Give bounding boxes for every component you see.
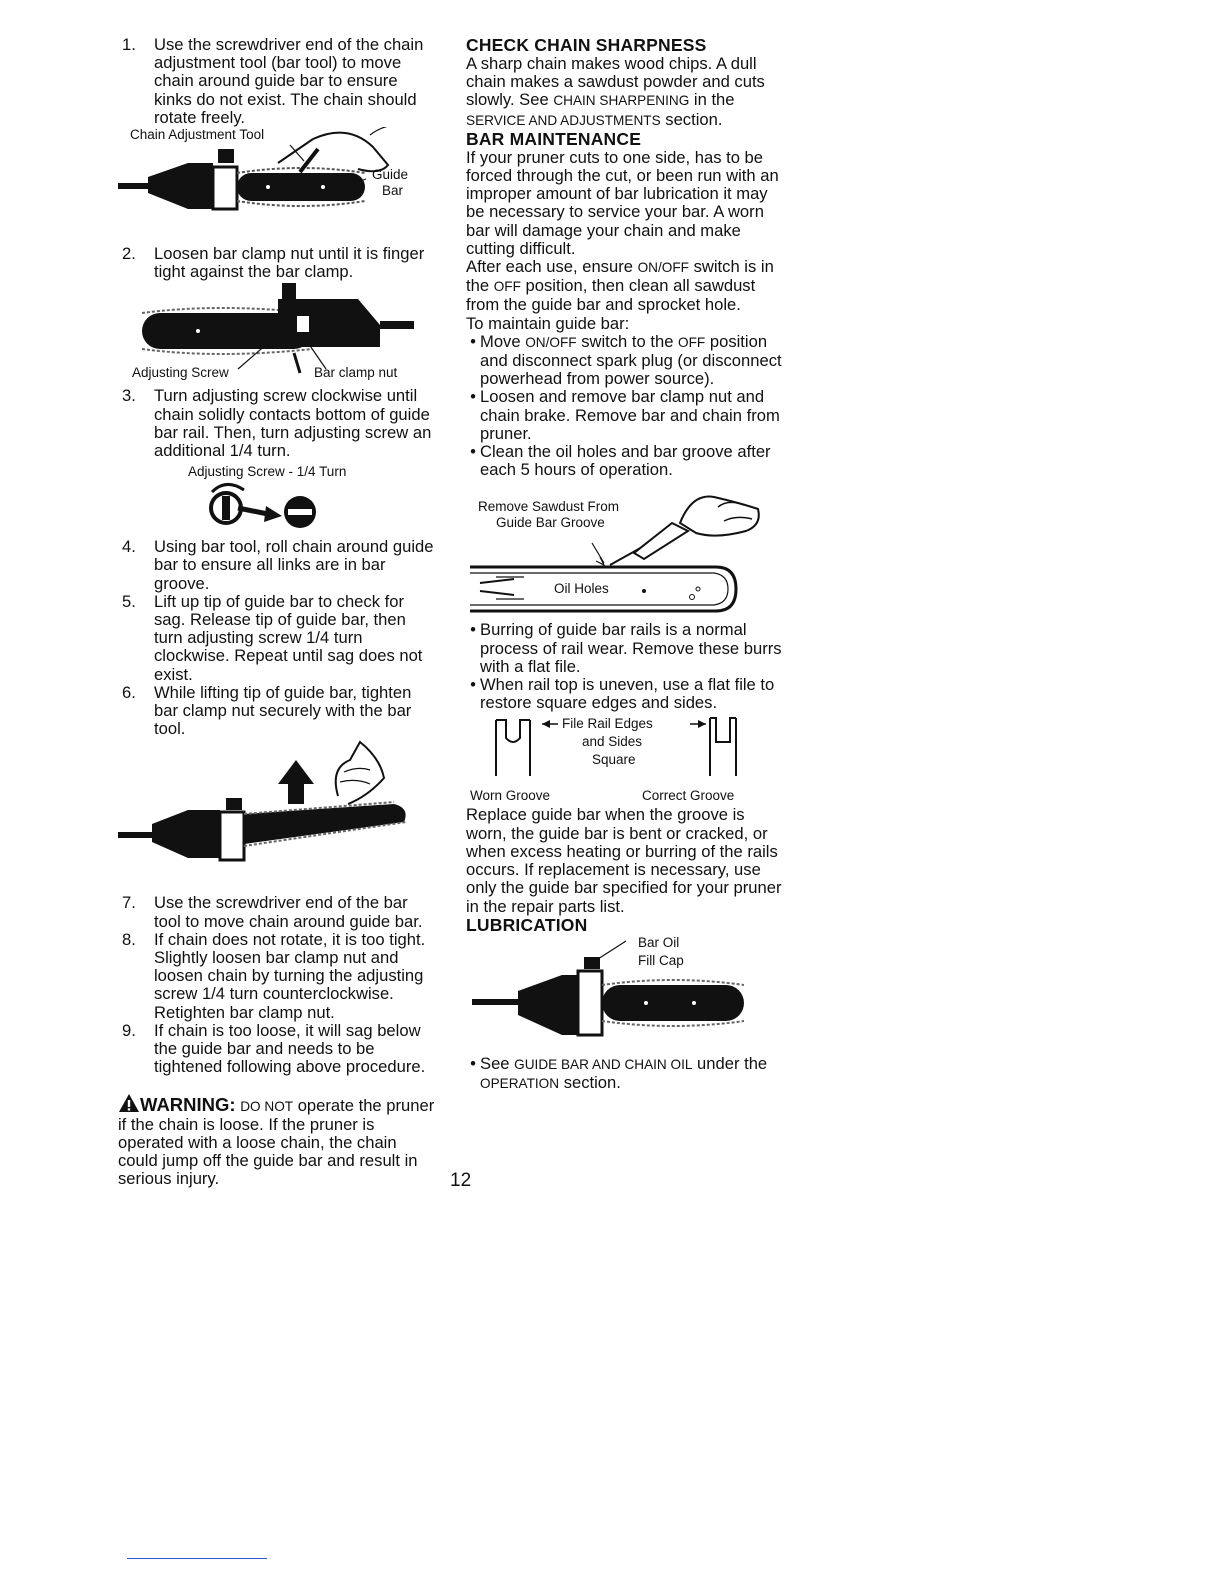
bar-oil-fill-cap-illustration: [466, 935, 786, 1055]
text-span: switch to the: [581, 331, 674, 351]
step-number: 8.: [122, 929, 136, 949]
ref-chain-sharpening: CHAIN SHARPENING: [553, 93, 690, 109]
lift-guide-bar-illustration: [118, 738, 438, 894]
figure-lift-guide-bar: [118, 738, 438, 894]
label-oil-holes: Oil Holes: [554, 581, 609, 597]
label-remove-sawdust-2: Guide Bar Groove: [496, 515, 605, 531]
caption-adjusting-screw-quarter-turn: Adjusting Screw - 1/4 Turn: [188, 464, 347, 480]
step-2: [118, 245, 438, 281]
figure-bar-clamp: [118, 281, 438, 381]
step-number: 1.: [122, 35, 136, 54]
step-text: Lift up tip of guide bar to check for sag. Release tip of guide bar, then turn adjusting screw 1/4 turn clockwise. Repeat until sag does not exist.: [154, 591, 423, 684]
figure-chain-adjustment-tool: [118, 127, 438, 245]
step-1: [118, 36, 438, 127]
heading-bar-maintenance: BAR MAINTENANCE: [466, 128, 642, 149]
warning-do-not: DO NOT: [240, 1098, 294, 1114]
term-on-off: ON/OFF: [525, 334, 577, 350]
bullet-see-guide-bar-oil: [466, 1055, 786, 1093]
text-span: in the: [693, 90, 735, 110]
label-square: Square: [592, 752, 636, 768]
label-fill-cap: Fill Cap: [638, 952, 684, 968]
bullet-dot: •: [470, 442, 476, 462]
step-text: Turn adjusting screw clockwise until chain solidly contacts bottom of guide bar rail. Then, turn adjusting screw an additional 1/4 turn.: [154, 386, 432, 461]
text-span: under the: [697, 1053, 768, 1073]
heading-lubrication: LUBRICATION: [466, 914, 588, 935]
paragraph-bar-service: If your pruner cuts to one side, has to be forced through the cut, or been run with an improper amount of bar lubrication it may be necessary to service your bar. A worn bar will damage your chain and make cutting difficult.: [466, 147, 779, 258]
step-5: [118, 593, 438, 684]
step-number: 6.: [122, 682, 136, 702]
term-off: OFF: [678, 334, 706, 350]
paragraph-after-each-use: [466, 258, 786, 315]
step-text: Loosen bar clamp nut until it is finger tight against the bar clamp.: [154, 244, 425, 282]
step-number: 2.: [122, 244, 136, 264]
bullet-burring: [466, 621, 786, 676]
step-number: 4.: [122, 537, 136, 557]
label-bar: Bar: [382, 183, 404, 199]
bullet-text: [480, 1055, 786, 1093]
text-span: position, then clean all sawdust from the guide bar and sprocket hole.: [466, 276, 756, 315]
step-number: 9.: [122, 1020, 136, 1040]
ref-service-and-adjustments: SERVICE AND ADJUSTMENTS: [466, 112, 661, 128]
warning-text: operate the pruner if the chain is loose. If the pruner is operated with a loose chain, the chain could jump off the guide bar and result in serious injury.: [118, 1095, 435, 1189]
step-6: [118, 684, 438, 739]
label-adjusting-screw: Adjusting Screw: [132, 365, 229, 381]
label-and-sides: and Sides: [582, 734, 643, 750]
label-bar-clamp-nut: Bar clamp nut: [314, 365, 398, 381]
paragraph-to-maintain: To maintain guide bar:: [466, 313, 630, 333]
heading-check-chain-sharpness: CHECK CHAIN SHARPNESS: [466, 35, 707, 55]
text-span: After each use, ensure: [466, 257, 633, 277]
left-column: [118, 36, 438, 1189]
ref-guide-bar-and-chain-oil: GUIDE BAR AND CHAIN OIL: [514, 1056, 693, 1072]
label-worn-groove: Worn Groove: [470, 788, 551, 804]
bullet-text: Clean the oil holes and bar groove after each 5 hours of operation.: [480, 442, 771, 480]
label-bar-oil: Bar Oil: [638, 934, 680, 950]
bullet-text: Burring of guide bar rails is a normal process of rail wear. Remove these burrs with a flat file.: [480, 620, 782, 676]
bullet-dot: •: [470, 675, 476, 695]
paragraph-replace-guide-bar: Replace guide bar when the groove is worn, the guide bar is bent or cracked, or when excess heating or burring of the rails occurs. If replacement is necessary, use only the guide bar specified for your pruner in the repair parts list.: [466, 805, 782, 916]
label-correct-groove: Correct Groove: [642, 788, 735, 804]
figure-adjusting-screw-quarter-turn: [118, 460, 438, 538]
step-text: Use the screwdriver end of the bar tool to move chain around guide bar.: [154, 893, 423, 931]
figure-remove-sawdust: [466, 487, 786, 621]
warning-block: [118, 1093, 438, 1189]
step-number: 3.: [122, 386, 136, 406]
step-9: [118, 1022, 438, 1077]
paragraph-chain-sharpness: [466, 55, 786, 130]
text-span: A sharp chain makes wood chips. A dull chain makes a sawdust powder and cuts slowly. See: [466, 54, 765, 110]
footer-rule: [127, 1558, 267, 1559]
bullet-dot: •: [470, 331, 476, 351]
figure-groove-comparison: [466, 712, 786, 806]
right-column: [466, 36, 786, 1093]
warning-triangle-icon: [118, 1093, 140, 1113]
step-7: [118, 894, 438, 930]
bullet-text: When rail top is uneven, use a flat file to restore square edges and sides.: [480, 675, 775, 713]
label-chain-adjustment-tool: Chain Adjustment Tool: [130, 127, 265, 143]
page-number: 12: [450, 1170, 472, 1191]
text-span: position and disconnect spark plug (or disconnect powerhead from power source).: [480, 331, 782, 389]
term-on-off: ON/OFF: [637, 260, 689, 276]
bullet-text: [480, 333, 786, 389]
text-span: Move: [480, 331, 521, 351]
step-3: [118, 387, 438, 460]
warning-title: WARNING:: [140, 1093, 236, 1115]
bullet-clean-oil-holes: [466, 443, 786, 479]
step-text: While lifting tip of guide bar, tighten bar clamp nut securely with the bar tool.: [154, 682, 412, 739]
bullet-text: Loosen and remove bar clamp nut and chain brake. Remove bar and chain from pruner.: [480, 387, 780, 443]
step-text: If chain does not rotate, it is too tight. Slightly loosen bar clamp nut and loosen chain by turning the adjusting screw 1/4 turn counterclockwise. Retighten bar clamp nut.: [154, 929, 426, 1022]
label-file-rail-edges: File Rail Edges: [562, 716, 653, 732]
step-text: Use the screwdriver end of the chain adjustment tool (bar tool) to move chain around guide bar to ensure kinks do not exist. The chain should rotate freely.: [154, 35, 424, 127]
bullet-rail-uneven: [466, 676, 786, 712]
step-text: Using bar tool, roll chain around guide bar to ensure all links are in bar groove.: [154, 537, 434, 593]
label-remove-sawdust-1: Remove Sawdust From: [478, 499, 620, 515]
ref-operation: OPERATION: [480, 1075, 560, 1091]
bullet-dot: •: [470, 620, 476, 640]
figure-bar-oil-fill-cap: [466, 935, 786, 1055]
text-span: switch is in the: [466, 257, 774, 296]
step-4: [118, 538, 438, 593]
text-span: section.: [563, 1072, 621, 1092]
bullet-move-switch: [466, 333, 786, 389]
term-off: OFF: [493, 279, 521, 295]
bullet-loosen-remove: [466, 388, 786, 443]
step-text: If chain is too loose, it will sag below the guide bar and needs to be tightened following above procedure.: [154, 1020, 426, 1077]
step-8: [118, 931, 438, 1022]
bullet-dot: •: [470, 1053, 476, 1073]
step-number: 5.: [122, 591, 136, 611]
text-span: See: [480, 1053, 510, 1073]
bullet-dot: •: [470, 387, 476, 407]
text-span: section.: [665, 109, 723, 129]
label-guide: Guide: [372, 167, 409, 183]
step-number: 7.: [122, 893, 136, 913]
